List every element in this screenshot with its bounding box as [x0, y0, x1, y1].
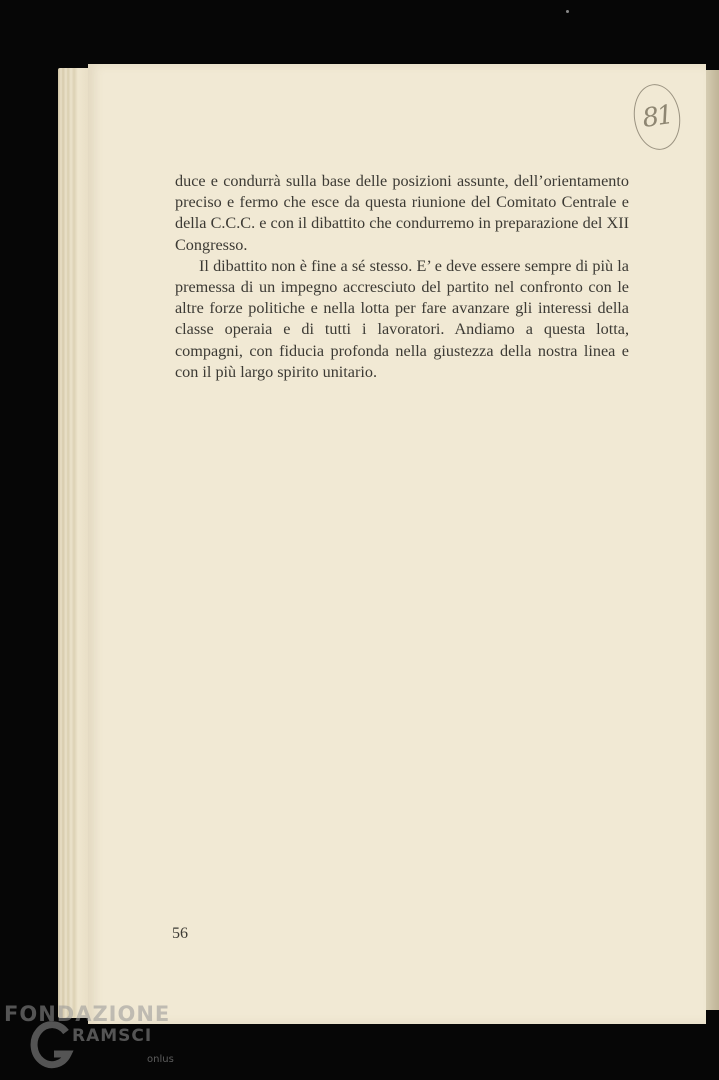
paragraph-1: duce e condurrà sulla base delle posizioni assunte, dell’orientamento preciso e fermo che esce da questa riunione del Comitato Centrale e della C.C.C. e con il dibattito che condurremo in preparazione del XII Congresso. [175, 172, 629, 254]
paragraph-2: Il dibattito non è fine a sé stesso. E’ e deve essere sempre di più la premessa di un impegno accresciuto del partito nel confronto con le altre forze politiche e nella lotta per fare avanzare gli interessi della classe operaia e di tutti i lavoratori. Andiamo a questa lotta, compagni, con fiducia profonda nella giustezza della nostra linea e con il più largo spirito unitario. [175, 256, 629, 381]
handwritten-number-text: 81 [640, 100, 674, 134]
page-folio: 56 [172, 925, 188, 942]
dust-speck [566, 10, 569, 13]
watermark-line-3: onlus [147, 1054, 174, 1065]
watermark-line-2: RAMSCI [72, 1026, 153, 1046]
watermark-logo [2, 1000, 182, 1080]
page-right-edge [704, 70, 719, 1010]
watermark-line-1: FONDAZIONE [4, 1002, 171, 1026]
body-text [175, 171, 629, 383]
watermark-g-icon [30, 1020, 74, 1072]
page-edges [58, 68, 92, 1018]
